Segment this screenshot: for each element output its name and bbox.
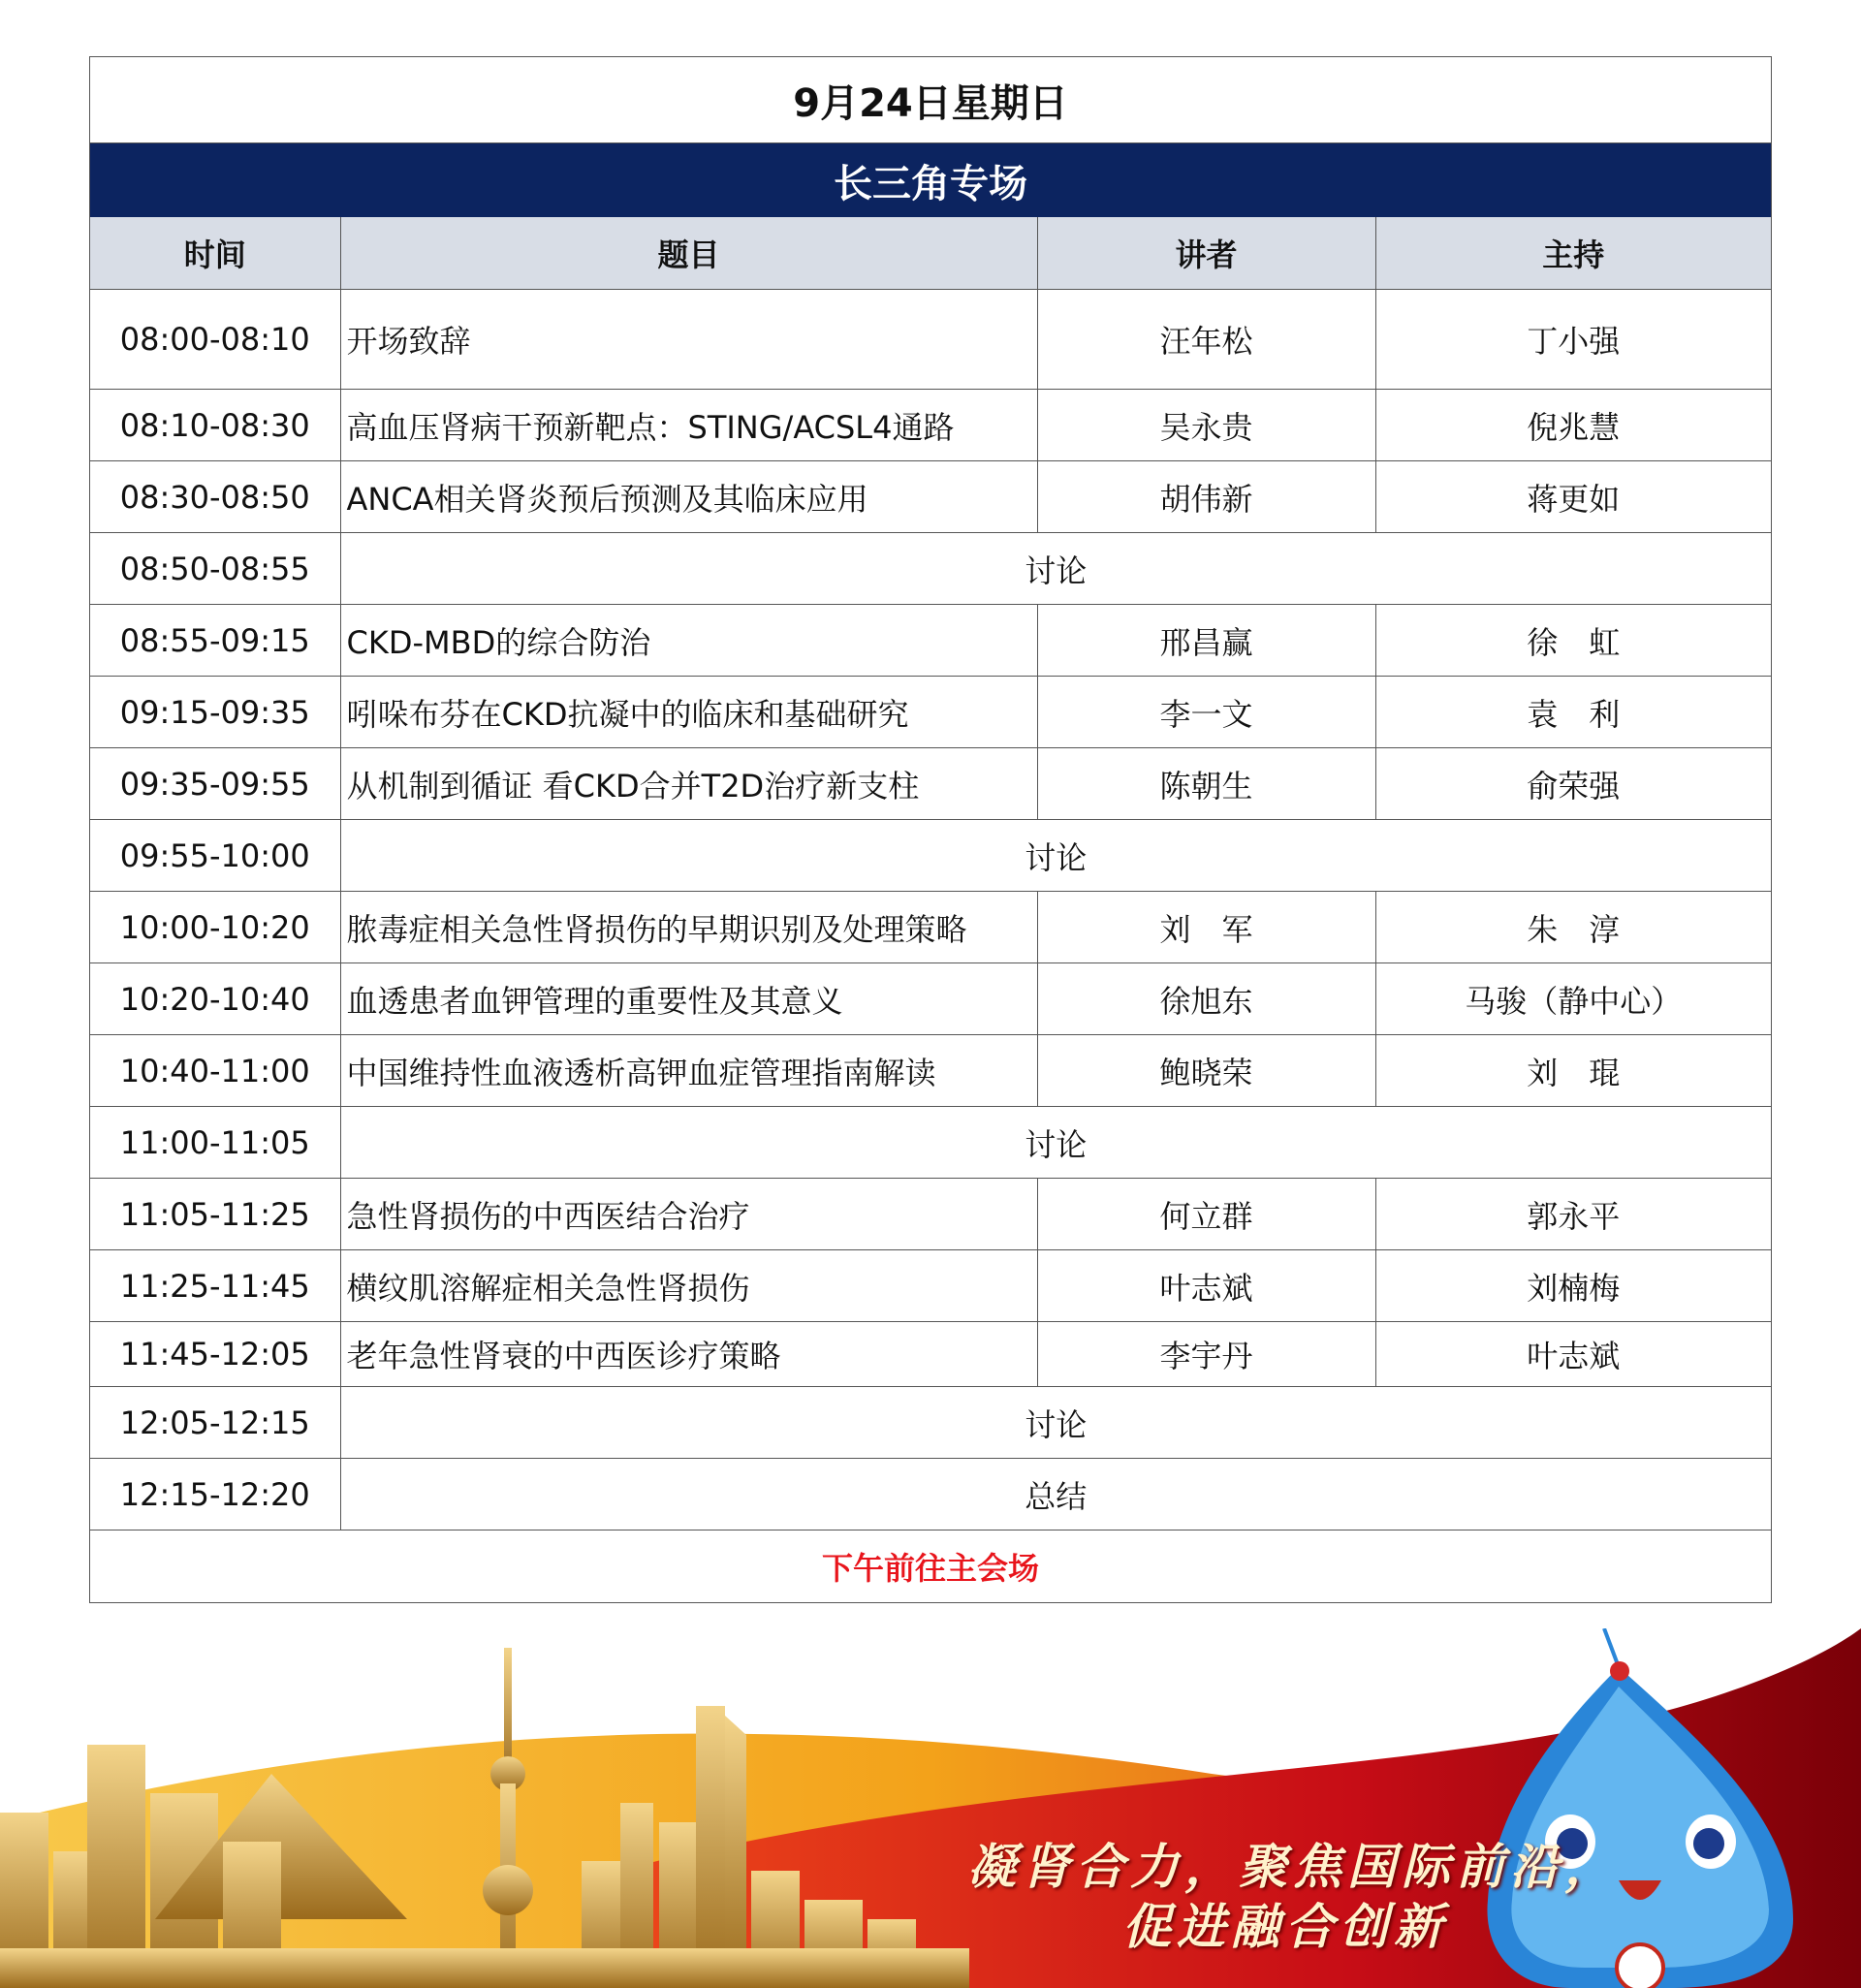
topic-cell: 吲哚布芬在CKD抗凝中的临床和基础研究 bbox=[340, 677, 1037, 748]
agenda-body bbox=[90, 290, 1771, 1530]
speaker-cell: 何立群 bbox=[1037, 1179, 1375, 1250]
time-cell: 12:15-12:20 bbox=[90, 1459, 340, 1530]
host-cell: 倪兆慧 bbox=[1375, 390, 1771, 461]
agenda-row bbox=[90, 748, 1771, 820]
speaker-cell: 邢昌赢 bbox=[1037, 605, 1375, 677]
time-cell: 09:35-09:55 bbox=[90, 748, 340, 820]
time-cell: 08:50-08:55 bbox=[90, 533, 340, 605]
mascot bbox=[1487, 1628, 1793, 1988]
agenda-row bbox=[90, 820, 1771, 892]
host-cell: 刘 琨 bbox=[1375, 1035, 1771, 1107]
host-cell: 俞荣强 bbox=[1375, 748, 1771, 820]
break-cell: 讨论 bbox=[340, 533, 1771, 605]
time-cell: 11:05-11:25 bbox=[90, 1179, 340, 1250]
host-cell: 郭永平 bbox=[1375, 1179, 1771, 1250]
time-cell: 08:00-08:10 bbox=[90, 290, 340, 390]
slogan-line-2: 促进融合创新 bbox=[1122, 1898, 1448, 1955]
speaker-cell: 汪年松 bbox=[1037, 290, 1375, 390]
time-cell: 12:05-12:15 bbox=[90, 1387, 340, 1459]
time-cell: 10:00-10:20 bbox=[90, 892, 340, 963]
break-cell: 讨论 bbox=[340, 1387, 1771, 1459]
topic-cell: 急性肾损伤的中西医结合治疗 bbox=[340, 1179, 1037, 1250]
agenda-row bbox=[90, 533, 1771, 605]
time-cell: 10:40-11:00 bbox=[90, 1035, 340, 1107]
topic-cell: 血透患者血钾管理的重要性及其意义 bbox=[340, 963, 1037, 1035]
host-cell: 马骏（静中心） bbox=[1375, 963, 1771, 1035]
topic-cell: 开场致辞 bbox=[340, 290, 1037, 390]
host-cell: 蒋更如 bbox=[1375, 461, 1771, 533]
break-cell: 总结 bbox=[340, 1459, 1771, 1530]
afternoon-note: 下午前往主会场 bbox=[90, 1530, 1771, 1602]
topic-cell: CKD-MBD的综合防治 bbox=[340, 605, 1037, 677]
agenda-row bbox=[90, 1250, 1771, 1322]
time-cell: 11:00-11:05 bbox=[90, 1107, 340, 1179]
host-cell: 丁小强 bbox=[1375, 290, 1771, 390]
topic-cell: 从机制到循证 看CKD合并T2D治疗新支柱 bbox=[340, 748, 1037, 820]
speaker-cell: 叶志斌 bbox=[1037, 1250, 1375, 1322]
slogan-line-1: 凝肾合力，聚焦国际前沿， bbox=[967, 1838, 1619, 1895]
agenda-row bbox=[90, 1035, 1771, 1107]
speaker-cell: 吴永贵 bbox=[1037, 390, 1375, 461]
skyline-banner bbox=[0, 1628, 1861, 1988]
date-title: 9月24日星期日 bbox=[90, 57, 1771, 143]
agenda-row bbox=[90, 461, 1771, 533]
col-header-time: 时间 bbox=[90, 217, 340, 290]
time-cell: 09:15-09:35 bbox=[90, 677, 340, 748]
time-cell: 11:45-12:05 bbox=[90, 1322, 340, 1387]
agenda-row bbox=[90, 390, 1771, 461]
agenda-row bbox=[90, 1387, 1771, 1459]
host-cell: 袁 利 bbox=[1375, 677, 1771, 748]
col-header-topic: 题目 bbox=[340, 217, 1037, 290]
break-cell: 讨论 bbox=[340, 1107, 1771, 1179]
session-title: 长三角专场 bbox=[90, 143, 1771, 217]
header-row bbox=[90, 217, 1771, 290]
time-cell: 11:25-11:45 bbox=[90, 1250, 340, 1322]
agenda-row bbox=[90, 1459, 1771, 1530]
col-header-speaker: 讲者 bbox=[1037, 217, 1375, 290]
topic-cell: 高血压肾病干预新靶点：STING/ACSL4通路 bbox=[340, 390, 1037, 461]
break-cell: 讨论 bbox=[340, 820, 1771, 892]
agenda-row bbox=[90, 605, 1771, 677]
agenda-row bbox=[90, 290, 1771, 390]
time-cell: 08:10-08:30 bbox=[90, 390, 340, 461]
col-header-host: 主持 bbox=[1375, 217, 1771, 290]
topic-cell: ANCA相关肾炎预后预测及其临床应用 bbox=[340, 461, 1037, 533]
speaker-cell: 胡伟新 bbox=[1037, 461, 1375, 533]
time-cell: 10:20-10:40 bbox=[90, 963, 340, 1035]
agenda-row bbox=[90, 1107, 1771, 1179]
speaker-cell: 刘 军 bbox=[1037, 892, 1375, 963]
speaker-cell: 鲍晓荣 bbox=[1037, 1035, 1375, 1107]
speaker-cell: 李一文 bbox=[1037, 677, 1375, 748]
speaker-cell: 陈朝生 bbox=[1037, 748, 1375, 820]
topic-cell: 脓毒症相关急性肾损伤的早期识别及处理策略 bbox=[340, 892, 1037, 963]
agenda-row bbox=[90, 1179, 1771, 1250]
topic-cell: 中国维持性血液透析高钾血症管理指南解读 bbox=[340, 1035, 1037, 1107]
speaker-cell: 李宇丹 bbox=[1037, 1322, 1375, 1387]
schedule-table bbox=[89, 56, 1772, 1603]
agenda-row bbox=[90, 1322, 1771, 1387]
host-cell: 叶志斌 bbox=[1375, 1322, 1771, 1387]
time-cell: 09:55-10:00 bbox=[90, 820, 340, 892]
speaker-cell: 徐旭东 bbox=[1037, 963, 1375, 1035]
time-cell: 08:55-09:15 bbox=[90, 605, 340, 677]
time-cell: 08:30-08:50 bbox=[90, 461, 340, 533]
agenda-row bbox=[90, 963, 1771, 1035]
agenda-table bbox=[90, 217, 1771, 1530]
host-cell: 徐 虹 bbox=[1375, 605, 1771, 677]
topic-cell: 老年急性肾衰的中西医诊疗策略 bbox=[340, 1322, 1037, 1387]
host-cell: 刘楠梅 bbox=[1375, 1250, 1771, 1322]
host-cell: 朱 淳 bbox=[1375, 892, 1771, 963]
agenda-row bbox=[90, 892, 1771, 963]
topic-cell: 横纹肌溶解症相关急性肾损伤 bbox=[340, 1250, 1037, 1322]
agenda-row bbox=[90, 677, 1771, 748]
